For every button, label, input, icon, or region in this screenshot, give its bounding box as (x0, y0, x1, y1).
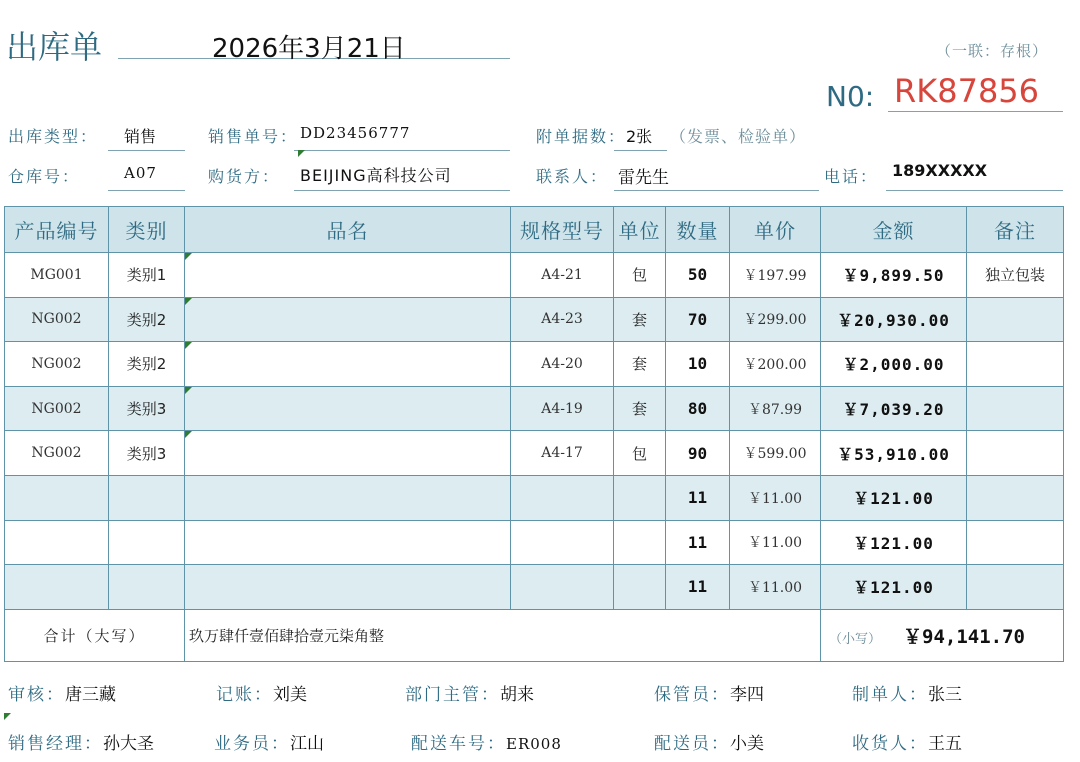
cell-product-name[interactable] (185, 386, 511, 431)
cell-product-name[interactable] (185, 475, 511, 520)
cell-unit[interactable] (614, 565, 666, 610)
buyer-value[interactable]: BEIJING高科技公司 (300, 166, 452, 185)
signature-label: 配送车号： (411, 734, 506, 754)
signature-value: 孙大圣 (103, 734, 154, 754)
cell-remark[interactable] (967, 431, 1064, 476)
cell-remark[interactable] (967, 386, 1064, 431)
cell-spec[interactable] (511, 520, 614, 565)
cell-unit-price[interactable]: ￥11.00 (730, 475, 821, 520)
cell-amount[interactable]: ￥121.00 (821, 565, 967, 610)
header-amount: 金额 (821, 207, 967, 253)
buyer-label: 购货方： (208, 167, 281, 186)
table-row (5, 386, 1064, 431)
comment-marker (185, 253, 192, 260)
comment-marker (185, 431, 192, 438)
warehouse-underline (108, 190, 185, 191)
attachments-value[interactable]: 2张 (626, 127, 653, 146)
cell-product-code[interactable] (5, 475, 109, 520)
copy-note: （一联：存根） (936, 42, 1049, 60)
cell-unit[interactable]: 包 (614, 431, 666, 476)
document-date[interactable]: 2026年3月21日 (212, 34, 406, 64)
cell-amount[interactable]: ￥53,910.00 (821, 431, 967, 476)
cell-quantity[interactable]: 11 (666, 475, 730, 520)
contact-label: 联系人： (536, 167, 609, 186)
comment-marker (298, 150, 305, 157)
cell-product-code[interactable]: NG002 (5, 431, 109, 476)
signature-value: 江山 (290, 734, 324, 754)
phone-underline (886, 190, 1063, 191)
header-product-name: 品名 (185, 207, 511, 253)
cell-quantity[interactable]: 80 (666, 386, 730, 431)
total-in-words[interactable]: 玖万肆仟壹佰肆拾壹元柒角整 (185, 609, 821, 661)
signature-sales-manager[interactable] (8, 729, 154, 754)
header-quantity: 数量 (666, 207, 730, 253)
cell-unit-price[interactable]: ￥197.99 (730, 253, 821, 298)
signature-auditor[interactable] (8, 680, 116, 705)
cell-unit-price[interactable]: ￥599.00 (730, 431, 821, 476)
outbound-type-value[interactable]: 销售 (124, 127, 157, 146)
table-header-row (5, 207, 1064, 253)
comment-marker (185, 387, 192, 394)
total-label: 合计（大写） (5, 609, 185, 661)
contact-value[interactable]: 雷先生 (618, 168, 669, 188)
cell-product-code[interactable]: MG001 (5, 253, 109, 298)
cell-spec[interactable]: A4-17 (511, 431, 614, 476)
header-spec: 规格型号 (511, 207, 614, 253)
table-row (5, 297, 1064, 342)
total-row (5, 609, 1064, 661)
document-number[interactable]: RK87856 (894, 72, 1040, 110)
signature-label: 配送员： (654, 734, 730, 754)
warehouse-value[interactable]: A07 (124, 164, 157, 182)
cell-spec[interactable]: A4-19 (511, 386, 614, 431)
cell-quantity[interactable]: 10 (666, 342, 730, 387)
cell-quantity[interactable]: 11 (666, 520, 730, 565)
table-row (5, 431, 1064, 476)
signature-receiver[interactable] (852, 729, 962, 754)
signature-department-head[interactable] (405, 680, 534, 705)
cell-unit[interactable]: 包 (614, 253, 666, 298)
cell-remark[interactable] (967, 475, 1064, 520)
cell-spec[interactable]: A4-21 (511, 253, 614, 298)
cell-spec[interactable] (511, 565, 614, 610)
signature-salesperson[interactable] (214, 729, 324, 754)
attachments-note: （发票、检验单） (670, 127, 807, 146)
cell-remark[interactable]: 独立包装 (967, 253, 1064, 298)
signature-deliverer[interactable] (654, 729, 764, 754)
signature-value: 唐三藏 (65, 685, 116, 705)
cell-product-code[interactable]: NG002 (5, 386, 109, 431)
small-total-label: （小写） (829, 631, 882, 647)
cell-unit[interactable]: 套 (614, 342, 666, 387)
cell-quantity[interactable]: 50 (666, 253, 730, 298)
signature-value: 刘美 (273, 685, 307, 705)
cell-category[interactable]: 类别1 (109, 253, 185, 298)
signature-value: 张三 (928, 685, 962, 705)
signature-label: 制单人： (852, 685, 928, 705)
signature-value: ER008 (506, 735, 562, 753)
signature-value: 小美 (730, 734, 764, 754)
comment-marker (4, 713, 11, 720)
signature-label: 部门主管： (405, 685, 500, 705)
header-remark: 备注 (967, 207, 1064, 253)
cell-quantity[interactable]: 11 (666, 565, 730, 610)
cell-spec[interactable] (511, 475, 614, 520)
outbound-type-underline (108, 150, 185, 151)
header-product-code: 产品编号 (5, 207, 109, 253)
cell-amount[interactable]: ￥2,000.00 (821, 342, 967, 387)
cell-product-code[interactable] (5, 565, 109, 610)
header-unit: 单位 (614, 207, 666, 253)
cell-category[interactable]: 类别3 (109, 431, 185, 476)
phone-value[interactable]: 189XXXXX (892, 161, 988, 180)
table-row (5, 342, 1064, 387)
signature-value: 王五 (928, 734, 962, 754)
cell-unit-price[interactable]: ￥200.00 (730, 342, 821, 387)
cell-category[interactable] (109, 475, 185, 520)
cell-unit-price[interactable]: ￥11.00 (730, 565, 821, 610)
attachments-label: 附单据数： (536, 127, 627, 146)
cell-product-name[interactable] (185, 342, 511, 387)
cell-amount[interactable]: ￥121.00 (821, 475, 967, 520)
cell-amount[interactable]: ￥9,899.50 (821, 253, 967, 298)
cell-unit-price[interactable]: ￥299.00 (730, 297, 821, 342)
comment-marker (185, 342, 192, 349)
cell-product-name[interactable] (185, 565, 511, 610)
cell-product-code[interactable] (5, 520, 109, 565)
cell-spec[interactable]: A4-20 (511, 342, 614, 387)
cell-product-code[interactable]: NG002 (5, 297, 109, 342)
table-row (5, 565, 1064, 610)
signature-label: 销售经理： (8, 734, 103, 754)
signature-label: 收货人： (852, 734, 928, 754)
cell-unit[interactable] (614, 520, 666, 565)
signature-label: 业务员： (214, 734, 290, 754)
signature-value: 胡来 (500, 685, 534, 705)
cell-product-name[interactable] (185, 297, 511, 342)
table-row (5, 475, 1064, 520)
cell-remark[interactable] (967, 342, 1064, 387)
cell-unit[interactable]: 套 (614, 297, 666, 342)
page-title: 出库单 (6, 28, 103, 66)
table-row (5, 253, 1064, 298)
warehouse-label: 仓库号： (8, 167, 81, 186)
cell-spec[interactable]: A4-23 (511, 297, 614, 342)
cell-category[interactable] (109, 565, 185, 610)
cell-unit[interactable]: 套 (614, 386, 666, 431)
cell-quantity[interactable]: 90 (666, 431, 730, 476)
sales-number-value[interactable]: DD23456777 (300, 124, 411, 142)
cell-category[interactable] (109, 520, 185, 565)
cell-category[interactable]: 类别2 (109, 297, 185, 342)
cell-category[interactable]: 类别3 (109, 386, 185, 431)
cell-product-name[interactable] (185, 520, 511, 565)
phone-label: 电话： (824, 167, 879, 186)
number-underline (888, 111, 1063, 112)
number-label: N0: (826, 80, 875, 113)
cell-amount[interactable]: ￥7,039.20 (821, 386, 967, 431)
cell-unit[interactable] (614, 475, 666, 520)
cell-category[interactable]: 类别2 (109, 342, 185, 387)
small-total-value: ￥94,141.70 (903, 625, 1025, 648)
items-table (4, 206, 1064, 662)
signature-label: 记账： (216, 685, 273, 705)
cell-remark[interactable] (967, 297, 1064, 342)
cell-product-name[interactable] (185, 253, 511, 298)
header-unit-price: 单价 (730, 207, 821, 253)
signature-vehicle-number[interactable] (411, 729, 562, 754)
attachments-underline (614, 150, 667, 151)
comment-marker (185, 298, 192, 305)
signature-bookkeeper[interactable] (216, 680, 307, 705)
cell-remark[interactable] (967, 565, 1064, 610)
header-category: 类别 (109, 207, 185, 253)
signature-label: 审核： (8, 685, 65, 705)
table-row (5, 520, 1064, 565)
outbound-type-label: 出库类型： (8, 127, 99, 146)
signature-label: 保管员： (654, 685, 730, 705)
contact-underline (614, 190, 819, 191)
total-in-figures[interactable] (821, 609, 1064, 661)
sales-number-label: 销售单号： (208, 127, 299, 146)
signature-value: 李四 (730, 685, 764, 705)
signature-custodian[interactable] (654, 680, 764, 705)
cell-product-name[interactable] (185, 431, 511, 476)
cell-remark[interactable] (967, 520, 1064, 565)
cell-unit-price[interactable]: ￥11.00 (730, 520, 821, 565)
buyer-underline (294, 190, 510, 191)
cell-amount[interactable]: ￥20,930.00 (821, 297, 967, 342)
signature-preparer[interactable] (852, 680, 962, 705)
cell-unit-price[interactable]: ￥87.99 (730, 386, 821, 431)
cell-product-code[interactable]: NG002 (5, 342, 109, 387)
cell-quantity[interactable]: 70 (666, 297, 730, 342)
sales-number-underline (294, 150, 510, 151)
cell-amount[interactable]: ￥121.00 (821, 520, 967, 565)
